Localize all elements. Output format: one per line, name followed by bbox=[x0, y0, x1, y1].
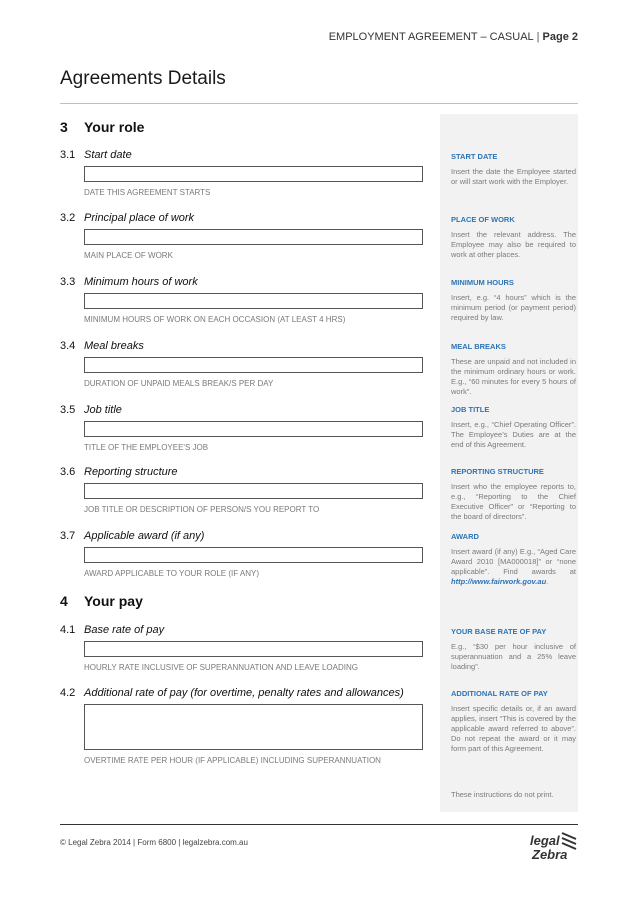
note-body: Insert the date the Employee started or will start work with the Employer. bbox=[451, 167, 576, 186]
note-body: E.g., “$30 per hour inclusive of superannuation and a 25% leave loading”. bbox=[451, 642, 576, 671]
logo-word-zebra: Zebra bbox=[532, 847, 568, 862]
note-award bbox=[451, 532, 576, 587]
place-of-work-input[interactable] bbox=[84, 229, 423, 245]
note-heading: MINIMUM HOURS bbox=[451, 278, 514, 287]
logo-word-legal: legal bbox=[530, 833, 560, 848]
note-body: Insert, e.g., “Chief Operating Officer”. The Employee’s Duties are at the end of this Agreement. bbox=[451, 420, 576, 449]
minimum-hours-input[interactable] bbox=[84, 293, 423, 309]
field-hint: AWARD APPLICABLE TO YOUR ROLE (IF ANY) bbox=[84, 569, 260, 578]
note-body: Insert who the employee reports to, e.g., “Reporting to the Chief Executive Officer” or “Reporting to the board of directors”. bbox=[451, 482, 576, 521]
header-doc-title: EMPLOYMENT AGREEMENT – CASUAL bbox=[328, 31, 534, 43]
note-body: These are unpaid and not included in the minimum ordinary hours or work. E.g., “60 minutes for every 5 hours of work”. bbox=[451, 357, 576, 396]
section-heading-your-role bbox=[60, 119, 144, 135]
field-base-rate bbox=[60, 624, 430, 672]
legal-zebra-logo bbox=[530, 831, 578, 867]
zebra-stripes-icon bbox=[560, 831, 578, 851]
note-heading: MEAL BREAKS bbox=[451, 342, 506, 351]
note-body: Insert specific details or, if an award applies, insert “This is covered by the applicable award referred to above”. Do not repeat the award or it may form part of this Agreement. bbox=[451, 704, 576, 753]
field-number: 3.1 bbox=[60, 149, 76, 161]
note-heading: ADDITIONAL RATE OF PAY bbox=[451, 689, 548, 698]
field-hint: MINIMUM HOURS OF WORK ON EACH OCCASION (AT LEAST 4 HRS) bbox=[84, 315, 346, 324]
note-body: Insert the relevant address. The Employee may also be required to work at other places. bbox=[451, 230, 576, 259]
print-note: These instructions do not print. bbox=[451, 790, 554, 799]
field-label: Start date bbox=[84, 149, 132, 161]
note-body-text: Insert award (if any) E.g., “Aged Care Award 2010 [MA000018]” or “none applicable”. Find awards at bbox=[451, 547, 576, 576]
section-heading-your-pay bbox=[60, 593, 143, 609]
field-hint: TITLE OF THE EMPLOYEE'S JOB bbox=[84, 443, 209, 452]
field-hint: OVERTIME RATE PER HOUR (IF APPLICABLE) INCLUDING SUPERANNUATION bbox=[84, 756, 381, 765]
start-date-input[interactable] bbox=[84, 166, 423, 182]
field-minimum-hours bbox=[60, 276, 430, 324]
note-body-tail: . bbox=[546, 577, 549, 586]
field-label: Base rate of pay bbox=[84, 624, 165, 636]
note-heading: REPORTING STRUCTURE bbox=[451, 467, 544, 476]
field-meal-breaks bbox=[60, 340, 430, 388]
note-meal-breaks bbox=[451, 342, 576, 397]
note-heading: PLACE OF WORK bbox=[451, 215, 515, 224]
field-start-date bbox=[60, 149, 430, 197]
additional-rate-textarea[interactable] bbox=[84, 704, 423, 750]
note-heading: YOUR BASE RATE OF PAY bbox=[451, 627, 547, 636]
section-number: 3 bbox=[60, 119, 68, 135]
title-divider bbox=[60, 103, 578, 104]
fairwork-link[interactable]: http://www.fairwork.gov.au bbox=[451, 577, 547, 586]
base-rate-input[interactable] bbox=[84, 641, 423, 657]
page-header bbox=[60, 31, 578, 43]
note-heading: JOB TITLE bbox=[451, 405, 490, 414]
field-number: 3.2 bbox=[60, 212, 76, 224]
field-applicable-award bbox=[60, 530, 430, 578]
note-heading: AWARD bbox=[451, 532, 479, 541]
note-start-date bbox=[451, 152, 576, 187]
field-label: Applicable award (if any) bbox=[84, 530, 205, 542]
field-label: Job title bbox=[84, 404, 122, 416]
note-body: Insert, e.g. “4 hours” which is the minimum period (or payment period) required by law. bbox=[451, 293, 576, 322]
note-body bbox=[451, 547, 576, 587]
note-place-of-work bbox=[451, 215, 576, 260]
note-heading: START DATE bbox=[451, 152, 498, 161]
field-number: 4.2 bbox=[60, 687, 76, 699]
field-number: 3.7 bbox=[60, 530, 76, 542]
field-hint: HOURLY RATE INCLUSIVE OF SUPERANNUATION AND LEAVE LOADING bbox=[84, 663, 358, 672]
field-label: Reporting structure bbox=[84, 466, 178, 478]
field-number: 3.4 bbox=[60, 340, 76, 352]
field-label: Meal breaks bbox=[84, 340, 144, 352]
field-hint: DATE THIS AGREEMENT STARTS bbox=[84, 188, 211, 197]
page-title: Agreements Details bbox=[60, 68, 226, 89]
note-reporting-structure bbox=[451, 467, 576, 522]
reporting-structure-input[interactable] bbox=[84, 483, 423, 499]
field-hint: DURATION OF UNPAID MEALS BREAK/S PER DAY bbox=[84, 379, 274, 388]
note-additional-rate bbox=[451, 689, 576, 754]
header-separator: | bbox=[536, 31, 540, 43]
section-title: Your role bbox=[84, 119, 145, 135]
field-place-of-work bbox=[60, 212, 430, 260]
field-number: 3.5 bbox=[60, 404, 76, 416]
field-additional-rate bbox=[60, 687, 430, 765]
header-page-label: Page 2 bbox=[542, 31, 578, 43]
field-reporting-structure bbox=[60, 466, 430, 514]
footer-divider bbox=[60, 824, 578, 825]
field-job-title bbox=[60, 404, 430, 452]
applicable-award-input[interactable] bbox=[84, 547, 423, 563]
field-label: Minimum hours of work bbox=[84, 276, 198, 288]
job-title-input[interactable] bbox=[84, 421, 423, 437]
note-minimum-hours bbox=[451, 278, 576, 323]
field-label: Additional rate of pay (for overtime, penalty rates and allowances) bbox=[84, 687, 404, 699]
section-title: Your pay bbox=[84, 593, 143, 609]
note-job-title bbox=[451, 405, 576, 450]
field-label: Principal place of work bbox=[84, 212, 195, 224]
footer-text: © Legal Zebra 2014 | Form 6800 | legalzebra.com.au bbox=[60, 838, 248, 847]
field-number: 4.1 bbox=[60, 624, 76, 636]
field-number: 3.6 bbox=[60, 466, 76, 478]
field-hint: JOB TITLE OR DESCRIPTION OF PERSON/S YOU REPORT TO bbox=[84, 505, 320, 514]
section-number: 4 bbox=[60, 593, 68, 609]
note-base-rate bbox=[451, 627, 576, 672]
field-number: 3.3 bbox=[60, 276, 76, 288]
field-hint: MAIN PLACE OF WORK bbox=[84, 251, 173, 260]
meal-breaks-input[interactable] bbox=[84, 357, 423, 373]
